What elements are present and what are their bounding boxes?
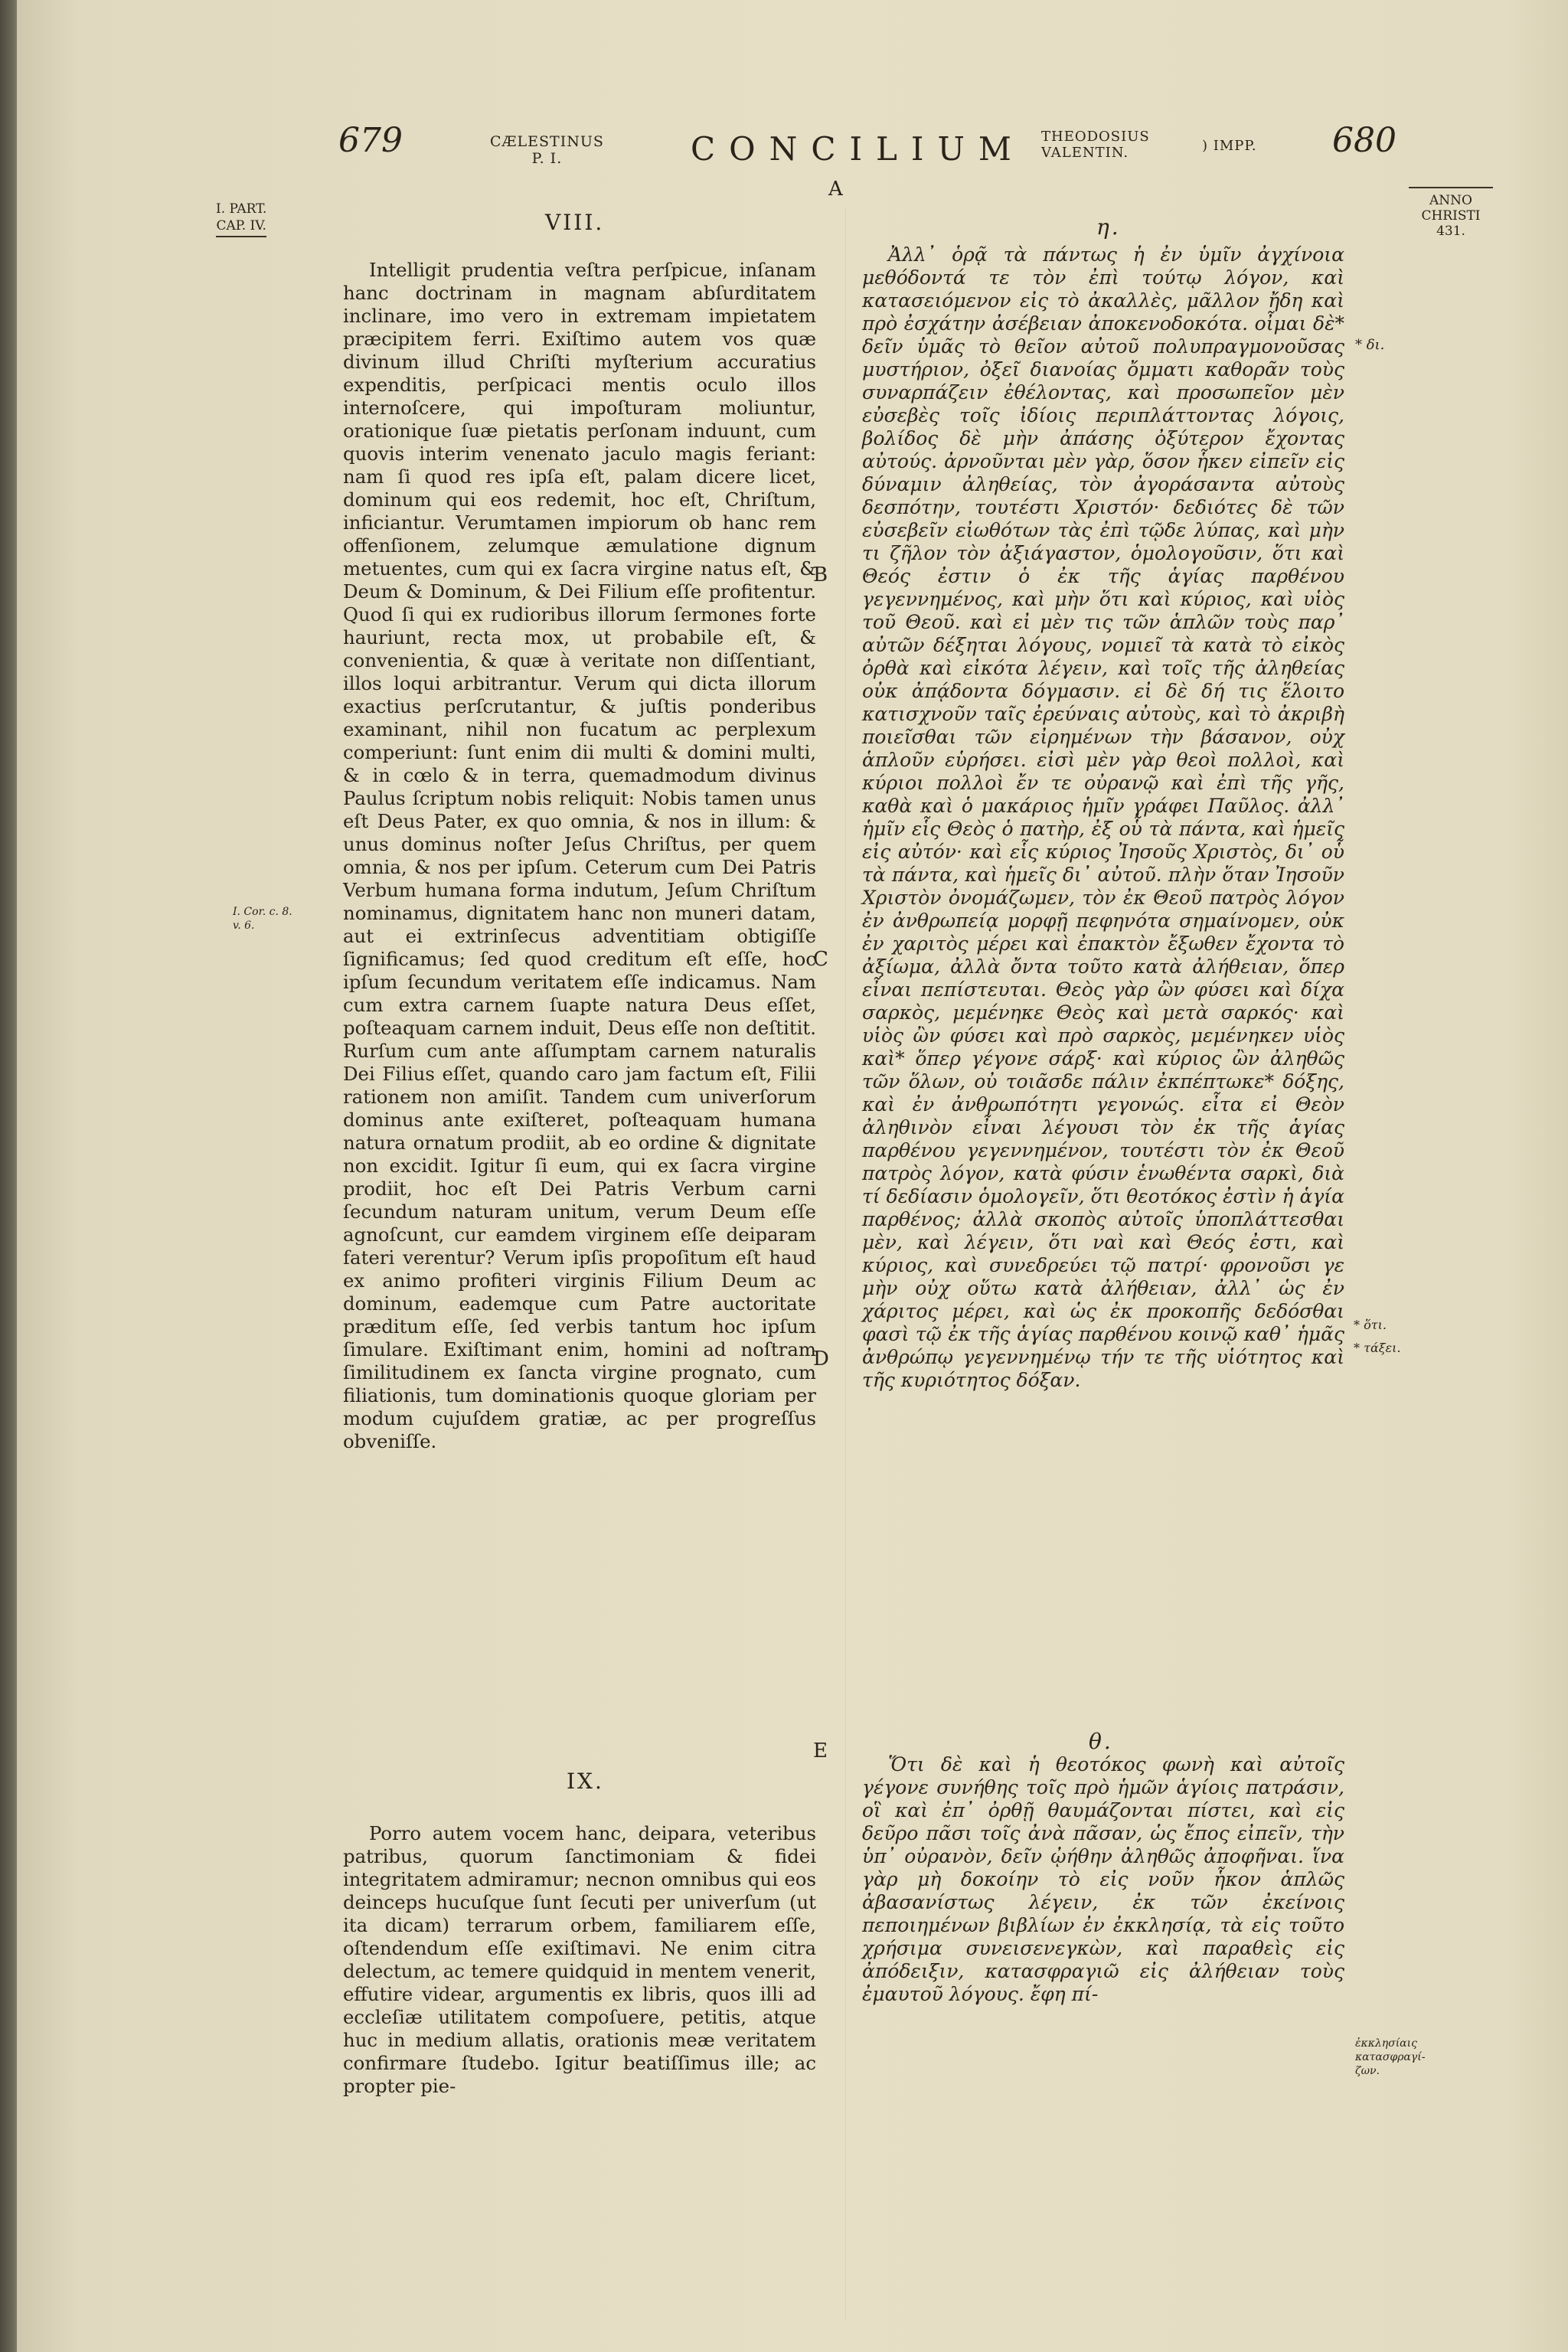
greek-section-9 [862, 1753, 1344, 2006]
pope-name: CÆLESTINUS [490, 133, 604, 150]
ekkl-line-2: κατασφραγί- [1355, 2051, 1426, 2063]
margin-note-taxei: * τάξει. [1354, 1341, 1401, 1355]
ekkl-line-3: ζων. [1355, 2065, 1380, 2077]
latin-section-9-text: Porro autem vocem hanc, deipara, veteribus patribus, quorum ſanctimoniam & fidei integritatem admiramur; necnon omnibus qui eos deinceps hucuſque ſunt ſecuti per univerſum (ut ita dicam) terrarum orbem, familiarem eſſe, oſtendendum eſſe exiſtimavi. Ne enim citra delectum, ac temere quidquid in mentem venerit, effutire videar, argumentis ex libris, quos illi ad eccleſiæ utilitatem compoſuere, petitis, atque huc in medium allatis, orationis meæ veritatem confirmare ſtudebo. Igitur beatiſſimus ille; ac propter pie- [343, 1822, 816, 2097]
margin-part-chapter [216, 201, 266, 237]
greek-section-8-heading: η. [1096, 214, 1121, 240]
latin-section-8-heading: VIII. [545, 210, 605, 235]
latin-section-9 [343, 1822, 816, 2098]
margin-part: I. PART. [216, 201, 267, 217]
greek-section-8-text: Ἀλλ᾽ ὁρᾷ τὰ πάντως ἡ ἐν ὑμῖν ἀγχίνοια μεθόδοντά τε τὸν ἐπὶ τούτῳ λόγον, καὶ κατασειόμενον εἰς τὸ ἀκαλλὲς, μᾶλλον ἤδη καὶ πρὸ ἐσχάτην ἀσέβειαν ἀποκενοδοκότα. οἶμαι δὲ* δεῖν ὑμᾶς τὸ θεῖον αὐτοῦ πολυπραγμονοῦσας μυστήριον, ὀξεῖ διανοίας ὄμματι καθορᾶν τοὺς συναρπάζειν ἐθέλοντας, καὶ προσωπεῖον μὲν εὐσεβὲς τοῖς ἰδίοις περιπλάττοντας λόγοις, βολίδος δὲ μὴν ἀπάσης ὀξύτερον ἔχοντας αὐτούς. ἀρνοῦνται μὲν γὰρ, ὅσον ἧκεν εἰπεῖν εἰς δύναμιν ἀληθείας, τὸν ἀγοράσαντα αὐτοὺς δεσπότην, τουτέστι Χριστόν· δεδιότες δὲ τῶν εὐσεβεῖν εἰωθότων τὰς ἐπὶ τῷδε λύπας, καὶ μὴν τι ζῆλον τὸν ἀξιάγαστον, ὁμολογοῦσιν, ὅτι καὶ Θεός ἐστιν ὁ ἐκ τῆς ἁγίας παρθένου γεγεννημένος, καὶ μὴν ὅτι καὶ κύριος, καὶ υἱὸς τοῦ Θεοῦ. καὶ εἰ μὲν τις τῶν ἁπλῶν τοὺς παρ᾽ αὐτῶν δέξηται λόγους, νομιεῖ τὰ κατὰ τὸ εἰκὸς ὀρθὰ καὶ εἰκότα λέγειν, καὶ τοῖς τῆς ἀληθείας οὐκ ἀπᾴδοντα δόγμασιν. εἰ δὲ δή τις ἕλοιτο κατισχνοῦν ταῖς ἐρεύναις αὐτοὺς, καὶ τὸ ἀκριβὴ ποιεῖσθαι τῶν εἰρημένων τὴν βάσανον, οὐχ ἁπλοῦν εὑρήσει. εἰσὶ μὲν γὰρ θεοὶ πολλοὶ, καὶ κύριοι πολλοὶ ἔν τε οὐρανῷ καὶ ἐπὶ τῆς γῆς, καθὰ καὶ ὁ μακάριος ἡμῖν γράφει Παῦλος. ἀλλ᾽ ἡμῖν εἷς Θεὸς ὁ πατὴρ, ἐξ οὗ τὰ πάντα, καὶ ἡμεῖς εἰς αὐτόν· καὶ εἷς κύριος Ἰησοῦς Χριστὸς, δι᾽ οὗ τὰ πάντα, καὶ ἡμεῖς δι᾽ αὐτοῦ. πλὴν ὅταν Ἰησοῦν Χριστὸν ὀνομάζωμεν, τὸν ἐκ Θεοῦ πατρὸς λόγον ἐν ἀνθρωπείᾳ μορφῇ πεφηνότα σημαίνομεν, οὐκ ἐν χαριτὸς μέρει καὶ ἐπακτὸν ἔξωθεν ἔχοντα τὸ ἀξίωμα, ἀλλὰ ὄντα τοῦτο κατὰ ἀλήθειαν, ὅπερ εἶναι πεπίστευται. Θεὸς γὰρ ὢν φύσει καὶ δίχα σαρκὸς, μεμένηκε Θεὸς καὶ μετὰ σαρκός· καὶ υἱὸς ὢν φύσει καὶ πρὸ σαρκὸς, μεμένηκεν υἱὸς καὶ* ὅπερ γέγονε σάρξ· καὶ κύριος ὢν ἀληθῶς τῶν ὅλων, οὐ τοιᾶσδε πάλιν ἐκπέπτωκε* δόξης, καὶ ἐν ἀνθρωπότητι γεγονώς. εἶτα εἰ Θεὸν ἀληθινὸν εἶναι λέγουσι τὸν ἐκ τῆς ἁγίας παρθένου γεγεννημένον, τουτέστι τὸν ἐκ Θεοῦ πατρὸς λόγον, κατὰ φύσιν ἑνωθέντα σαρκὶ, διὰ τί δεδίασιν ὁμολογεῖν, ὅτι θεοτόκος ἐστὶν ἡ ἁγία παρθένος; ἀλλὰ σκοπὸς αὐτοῖς ὑποπλάττεσθαι μὲν, καὶ λέγειν, ὅτι ναὶ καὶ Θεός ἐστι, καὶ κύριος, καὶ συνεδρεύει τῷ πατρί· φρονοῦσι γε μὴν οὐχ οὕτω κατὰ ἀλήθειαν, ἀλλ᾽ ὡς ἐν χάριτος μέρει, καὶ ὡς ἐκ προκοπῆς δεδόσθαι φασὶ τῷ ἐκ τῆς ἁγίας παρθένου κοινῷ καθ᾽ ἡμᾶς ἀνθρώπῳ γεγεννημένῳ τήν τε τῆς υἱότητος καὶ τῆς κυριότητος δόξαν. [862, 243, 1344, 1391]
margin-note-oti: * ὅτι. [1354, 1318, 1387, 1332]
margin-year-value: 431. [1436, 224, 1465, 239]
emperor-1: THEODOSIUS [1041, 129, 1150, 145]
emperor-2: VALENTIN. [1041, 145, 1129, 161]
emperors-impp: ) IMPP. [1202, 138, 1257, 154]
scripture-ref-verse: v. 6. [233, 920, 255, 932]
page-number-right: 680 [1332, 121, 1396, 160]
scripture-ref-book: I. Cor. c. 8. [233, 906, 292, 918]
margin-year-christi: CHRISTI [1421, 208, 1481, 224]
section-letter-a: A [828, 178, 843, 201]
latin-section-8-text: Intelligit prudentia veſtra perſpicue, inſanam hanc doctrinam in magnam abſurditatem inclinare, imo vero in extremam impietatem præcipitem ferri. Exiſtimo autem vos quæ divinum illud Chriſti myſterium accuratius expenditis, perſpicaci mentis oculo illos internoſcere, qui impoſturam moliuntur, orationique ſuæ pietatis perſonam induunt, cum quovis interim venenato jaculo magis feriant: nam ſi quod res ipſa eſt, palam dicere licet, dominum qui eos redemit, hoc eſt, Chriſtum, inficiantur. Verumtamen impiorum ob hanc rem offenſionem, zelumque æmulatione dignum metuentes, cum qui ex ſacra virgine natus eſt, & Deum & Dominum, & Dei Filium eſſe profitentur. Quod ſi qui ex rudioribus illorum ſermones forte hauriunt, recta mox, ut probabile eſt, & convenientia, & quæ à veritate non diſſentiant, illos loqui arbitrantur. Verum qui dicta illorum exactius perſcrutantur, & juſtis ponderibus examinant, nihil non fucatum ac perplexum comperiunt: ſunt enim dii multi & domini multi, & in cœlo & in terra, quemadmodum divinus Paulus ſcriptum nobis reliquit: Nobis tamen unus eſt Deus Pater, ex quo omnia, & nos in illum: & unus dominus noſter Jeſus Chriſtus, per quem omnia, & nos per ipſum. Ceterum cum Dei Patris Verbum humana forma indutum, Jeſum Chriſtum nominamus, dignitatem hanc non muneri datam, aut ei extrinſecus adventitiam obtigiſſe ſignificamus; ſed quod creditum eſt eſſe, hoc ipſum ſecundum veritatem eſſe indicamus. Nam cum extra carnem ſuapte natura Deus eſſet, poſteaquam carnem induit, Deus eſſe non deſtitit. Rurſum cum ante aſſumptam carnem naturalis Dei Filius eſſet, quando caro jam factum eſt, Filii rationem non amiſit. Tandem cum univerſorum dominus ante exiſteret, poſteaquam humana natura ornatum prodiit, ab eo ordine & dignitate non excidit. Igitur ſi eum, qui ex ſacra virgine prodiit, hoc eſt Dei Patris Verbum carni ſecundum naturam unitum, verum Deum eſſe agnoſcunt, cur eamdem virginem eſſe deiparam fateri verentur? Verum ipſis propoſitum eſt haud ex animo profiteri virginis Filium Deum ac dominum, eademque cum Patre auctoritate præditum eſſe, ſed verbis tantum hoc ipſum ſimulare. Exiſtimant enim, homini ad noſtram ſimilitudinem ex ſancta virgine prognato, cum filiationis, tum dominationis quoque gloriam per modum cujuſdem gratiæ, ac per progreſſus obveniſſe. [343, 259, 816, 1452]
margin-year [1409, 187, 1493, 239]
pope-heading [490, 133, 604, 167]
book-page [17, 0, 1568, 2352]
margin-note-ekklesiais [1355, 2037, 1425, 2078]
greek-section-9-heading: θ. [1089, 1729, 1113, 1754]
page-number-left: 679 [338, 121, 403, 160]
running-header [17, 115, 1568, 176]
margin-chapter: CAP. IV. [216, 218, 266, 234]
margin-year-anno: ANNO [1429, 193, 1472, 208]
ekkl-line-1: ἐκκλησίαις [1355, 2037, 1417, 2050]
emperors-heading [1041, 129, 1257, 161]
section-letter-c: C [813, 948, 828, 971]
section-letter-b: B [813, 564, 828, 586]
section-letter-e: E [813, 1740, 828, 1762]
margin-note-di: * δι. [1355, 337, 1385, 353]
column-gutter [845, 207, 846, 2320]
council-title: CONCILIUM [691, 130, 1025, 168]
latin-section-8 [343, 259, 816, 1453]
latin-section-9-heading: IX. [567, 1769, 604, 1794]
greek-section-8 [862, 243, 1344, 1392]
section-letter-d: D [813, 1348, 829, 1370]
margin-scripture-reference [233, 905, 292, 933]
greek-section-9-text: Ὅτι δὲ καὶ ἡ θεοτόκος φωνὴ καὶ αὐτοῖς γέγονε συνήθης τοῖς πρὸ ἡμῶν ἁγίοις πατράσιν, οἳ καὶ ἐπ᾽ ὀρθῇ θαυμάζονται πίστει, καὶ εἰς δεῦρο πᾶσι τοῖς ἀνὰ πᾶσαν, ὡς ἔπος εἰπεῖν, τὴν ὑπ᾽ οὐρανὸν, δεῖν ᾠήθην ἀληθῶς ἀποφῆναι. ἵνα γὰρ μὴ δοκοίην τὸ εἰς νοῦν ἧκον ἁπλῶς ἀβασανίστως λέγειν, ἐκ τῶν ἐκείνοις πεποιημένων βιβλίων ἐν ἐκκλησίᾳ, τὰ εἰς τοῦτο χρήσιμα συνεισενεγκὼν, καὶ παραθεὶς εἰς ἀπόδειξιν, κατασφραγιῶ εἰς ἀλήθειαν τοὺς ἐμαυτοῦ λόγους. ἔφη πί- [862, 1753, 1344, 2005]
pope-title: P. I. [531, 150, 563, 167]
